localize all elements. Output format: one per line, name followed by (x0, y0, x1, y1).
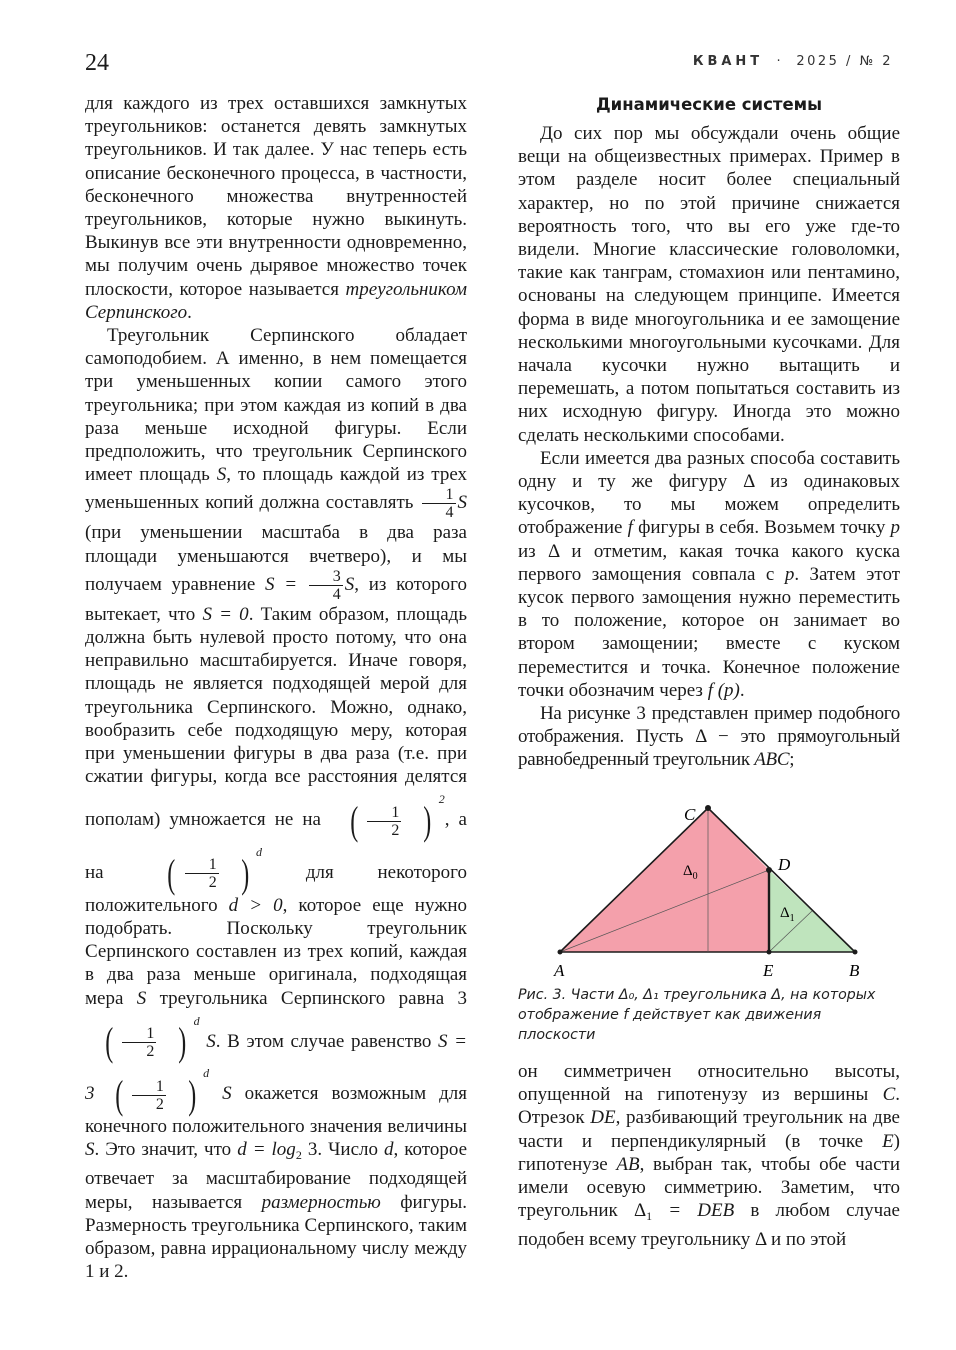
delta0-region (560, 808, 769, 952)
label-d: D (778, 855, 791, 874)
point-d (766, 867, 772, 873)
half-power-d: ( $\frac{1}{2}$ ) (114, 1072, 197, 1118)
point-a (558, 950, 563, 955)
running-head (693, 54, 893, 69)
section-heading: Динамические системы (595, 95, 823, 114)
label-b: B (849, 961, 860, 980)
figure-caption: Рис. 3. Части Δ₀, Δ₁ треугольника Δ, на которых отображение f действует как движения плоскости (518, 987, 876, 1043)
fraction: $\frac{3}{4}$ (309, 568, 343, 603)
paragraph: Если имеется два разных способа составить одну и ту же фигуру Δ из одинаковых кусочков, то мы можем определить отображение f фигуры в себя. Возьмем точку p из Δ и отметим, какая точка какого куска первого замощения совпала с p. Затем этот кусок первого замощения нужно переместить в то положение, которое он занимает во втором замощении; вместе с куском переместится и точка. Конечное положение точки обозначим через f (p). (518, 447, 901, 701)
figure-3 (518, 800, 900, 990)
point-b (853, 950, 858, 955)
half-squared: ( $\frac{1}{2}$ ) (350, 798, 432, 844)
paragraph: для каждого из трех оставшихся замкнутых треугольников: останется девять замкнутых треугольников. И так далее. У нас теперь есть описание бесконечного процесса, в частности, бесконечного множества внутренностей треугольников, которые нужно выкинуть. Выкинув все эти внутренности одновременно, мы получим очень дырявое множество точек плоскости, которое называется треугольником Серпинского. (85, 93, 467, 323)
paragraph: На рисунке 3 представлен пример подобного отображения. Пусть Δ − это прямоугольный равнобедренный треугольник ABC; (518, 703, 900, 771)
paragraph: Треугольник Серпинского обладает самоподобием. А именно, в нем помещается три уменьшенных копии самого этого треугольника; при этом каждая из копий в два раза меньше исходной фигуры. Если предположить, что треугольник Серпинского имеет площадь S, то площадь каждой из трех уменьшенных копий должна составлять $\frac{1}{4}$ S (при уменьшении масштаба в два раза площади уменьшаются вчетверо), и мы получаем уравнение S = $\frac{3}{4}$ S, из которого вытекает, что S = 0. Таким образом, площадь должна быть нулевой просто потому, что она неправильно масштабируется. Иначе говоря, площадь не является подходящей мерой для треугольника Серпинского. Можно, однако, вообразить себе подходящую меру, которая при уменьшении фигуры в два раза (т.е. при сжатии фигуры, когда все расстояния делятся пополам) умножается не на ( $\frac{1}{2}$ ) $^2$, а на ( $\frac{1}{2}$ ) $^d$ для некоторого положительного d > 0, которое еще нужно подобрать. Поскольку треугольник Серпинского составлен из трех копий, каждая в два раза меньше оригинала, подходящая мера S треугольника Серпинского равна 3 ( $\frac{1}{2}$ ) $^d$ S. В этом случае равенство S = 3 ( $\frac{1}{2}$ ) $^d$ S окажется возможным для конечного положительного значения величины S. Это значит, что $d = \log_2 3$. Число d, которое отвечает за масштабирование подходящей меры, называется размерностью фигуры. Размерность треугольника Серпинского, таким образом, равна иррациональному числу между 1 и 2. (85, 325, 468, 1283)
header-separator: · (776, 54, 784, 69)
page-number: 24 (85, 50, 109, 76)
fraction: $\frac{1}{4}$ (422, 486, 456, 521)
issue-number: 2025 / № 2 (796, 54, 893, 69)
half-power-d: ( $\frac{1}{2}$ ) (167, 850, 249, 896)
half-power-d: ( $\frac{1}{2}$ ) (105, 1019, 187, 1065)
magazine-title: КВАНТ (692, 54, 764, 69)
term-sierpinski: треугольником Серпинского (85, 278, 467, 323)
label-delta0: $\Delta_0$ (683, 863, 698, 882)
paragraph: он симметричен относительно высоты, опущенной на гипотенузу из вершины C. Отрезок DE, разбивающий треугольник на две части и перпендикулярный (в точке E) гипотенузе AB, выбран так, чтобы обе части имели осевую симметрию. Заметим, что треугольник $\Delta_1$ = DEB в любом случае подобен всему треугольнику Δ и по этой (518, 1061, 900, 1251)
label-a: A (554, 961, 565, 980)
label-c: C (684, 805, 696, 824)
left-column (85, 92, 467, 1283)
term-dimension: размерностью (261, 1191, 381, 1213)
label-e: E (763, 961, 774, 980)
point-c (705, 805, 711, 811)
paragraph: До сих пор мы обсуждали очень общие вещи на общеизвестных примерах. Пример в этом разделе носит более специальный характер, но по этой причине снижается вероятность того, что вы его уже где-то видели. Многие классические головоломки, такие как танграм, стомахион или пентамино, основаны на следующем принципе. Имеется форма в виде многоугольника и ее замощение несколькими многоугольными кусочками. Для начала кусочки нужно вытащить и перемешать, а потом попытаться составить из них исходную фигуру. Иногда это можно сделать несколькими способами. (518, 123, 900, 446)
triangle-diagram (518, 800, 900, 990)
point-e (767, 950, 772, 955)
right-column-continued (518, 1060, 900, 1252)
label-delta1: $\Delta_1$ (780, 905, 795, 924)
right-column (518, 92, 900, 772)
